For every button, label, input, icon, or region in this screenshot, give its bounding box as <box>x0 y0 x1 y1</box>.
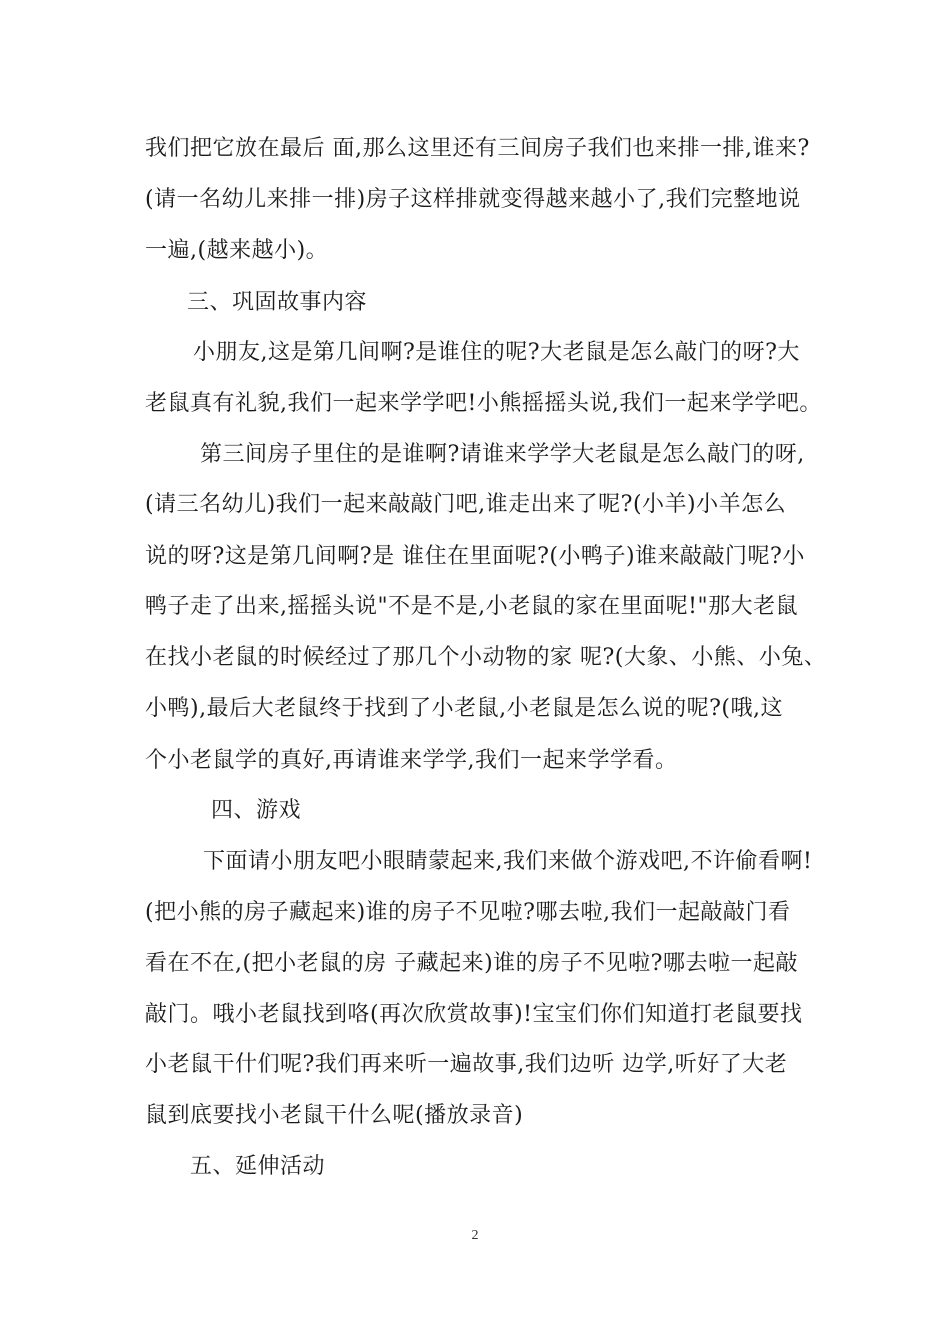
text-line: 下面请小朋友吧小眼睛蒙起来,我们来做个游戏吧,不许偷看啊! <box>203 849 813 874</box>
section-heading: 五、延伸活动 <box>190 1154 326 1179</box>
page-number: 2 <box>471 1228 479 1243</box>
text-line: 老鼠真有礼貌,我们一起来学学吧!小熊摇摇头说,我们一起来学学吧。 <box>145 391 822 416</box>
text-line: (请一名幼儿来排一排)房子这样排就变得越来越小了,我们完整地说 <box>145 187 801 212</box>
text-line: (请三名幼儿)我们一起来敲敲门吧,谁走出来了呢?(小羊)小羊怎么 <box>145 492 787 517</box>
text-line: 在找小老鼠的时候经过了那几个小动物的家 呢?(大象、小熊、小兔、 <box>145 645 827 670</box>
text-line: 鸭子走了出来,摇摇头说"不是不是,小老鼠的家在里面呢!"那大老鼠 <box>145 594 799 619</box>
text-line: (把小熊的房子藏起来)谁的房子不见啦?哪去啦,我们一起敲敲门看 <box>145 900 791 925</box>
section-heading: 四、游戏 <box>211 798 302 823</box>
text-line: 我们把它放在最后 面,那么这里还有三间房子我们也来排一排,谁来? <box>145 136 810 161</box>
text-line: 第三间房子里住的是谁啊?请谁来学学大老鼠是怎么敲门的呀, <box>200 442 805 467</box>
text-line: 小老鼠干什们呢?我们再来听一遍故事,我们边听 边学,听好了大老 <box>145 1052 788 1077</box>
text-line: 敲门。哦小老鼠找到咯(再次欣赏故事)!宝宝们你们知道打老鼠要找 <box>145 1002 803 1027</box>
text-line: 说的呀?这是第几间啊?是 谁住在里面呢?(小鸭子)谁来敲敲门呢?小 <box>145 544 805 569</box>
text-line: 小朋友,这是第几间啊?是谁住的呢?大老鼠是怎么敲门的呀?大 <box>193 340 800 365</box>
text-line: 一遍,(越来越小)。 <box>145 238 329 263</box>
section-heading: 三、巩固故事内容 <box>187 290 368 315</box>
text-line: 鼠到底要找小老鼠干什么呢(播放录音) <box>145 1103 524 1128</box>
text-line: 小鸭),最后大老鼠终于找到了小老鼠,小老鼠是怎么说的呢?(哦,这 <box>145 696 783 721</box>
text-line: 看在不在,(把小老鼠的房 子藏起来)谁的房子不见啦?哪去啦一起敲 <box>145 951 798 976</box>
text-line: 个小老鼠学的真好,再请谁来学学,我们一起来学学看。 <box>145 748 678 773</box>
